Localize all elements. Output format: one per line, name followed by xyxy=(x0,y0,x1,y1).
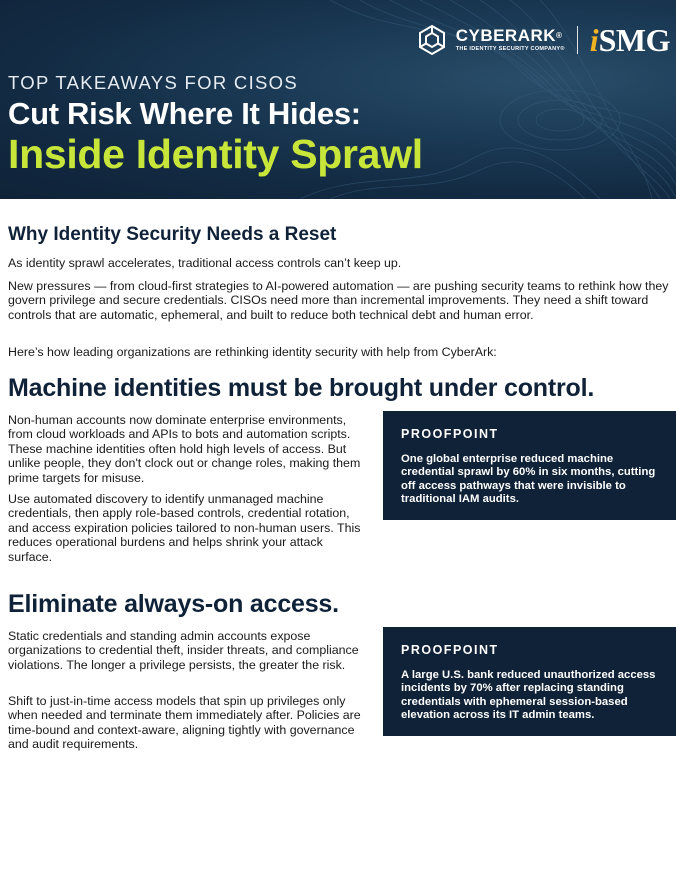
section1-heading: Machine identities must be brought under control. xyxy=(8,374,595,402)
hero-banner xyxy=(0,0,676,199)
section2-paragraph-2: Shift to just-in-time access models that spin up privileges only when needed and terminate them immediately after. Policies are time-bound and context-aware, aligning tightly with governance and audit requirements. xyxy=(8,694,361,752)
section2-paragraph-1: Static credentials and standing admin accounts expose organizations to credential theft, insider threats, and compliance violations. The longer a privilege persists, the greater the risk. xyxy=(8,629,359,672)
intro-paragraph-1: As identity sprawl accelerates, traditional access controls can’t keep up. xyxy=(8,256,402,270)
proofpoint-label: PROOFPOINT xyxy=(401,427,499,441)
cyberark-wordmark: CYBERARK xyxy=(455,26,557,45)
proofpoint-text: A large U.S. bank reduced unauthorized access incidents by 70% after replacing standing credentials with ephemeral session-based elevation across its IT admin teams. xyxy=(401,669,656,721)
ismg-logo xyxy=(590,22,670,59)
cyberark-hexagon-icon xyxy=(416,24,448,56)
ismg-smg: SMG xyxy=(598,21,670,58)
cyberark-logo xyxy=(416,24,565,56)
title-line-1: Cut Risk Where It Hides: xyxy=(8,96,361,131)
proofpoint-text: One global enterprise reduced machine credential sprawl by 60% in six months, cutting off access pathways that were invisible to traditional IAM audits. xyxy=(401,453,656,505)
partner-logos xyxy=(416,20,670,60)
registered-mark: ® xyxy=(556,31,563,40)
intro-heading: Why Identity Security Needs a Reset xyxy=(8,224,337,245)
section2-heading: Eliminate always-on access. xyxy=(8,590,339,618)
title-line-2: Inside Identity Sprawl xyxy=(8,131,423,177)
intro-paragraph-3: Here’s how leading organizations are rethinking identity security with help from CyberArk: xyxy=(8,345,497,359)
section1-paragraph-1: Non-human accounts now dominate enterprise environments, from cloud workloads and APIs to bots and automation scripts. These machine identities often hold high levels of access. But unlike people, they don't clock out or change roles, making them prime targets for misuse. xyxy=(8,413,361,485)
section1-paragraph-2: Use automated discovery to identify unmanaged machine credentials, then apply role-based controls, credential rotation, and access expiration policies tailored to non-human users. This reduces operational burdens and helps shrink your attack surface. xyxy=(8,492,361,564)
intro-paragraph-2: New pressures — from cloud-first strategies to AI-powered automation — are pushing security teams to rethink how they govern privilege and secure credentials. CISOs need more than incremental improvements. They need a shift toward controls that are automatic, ephemeral, and built to reduce both technical debt and human error. xyxy=(8,279,669,322)
proofpoint-box-2 xyxy=(383,627,676,736)
ismg-i: i xyxy=(589,21,599,58)
logo-divider xyxy=(577,26,578,54)
eyebrow-label: TOP TAKEAWAYS FOR CISOS xyxy=(8,72,298,93)
proofpoint-label: PROOFPOINT xyxy=(401,643,499,657)
proofpoint-box-1 xyxy=(383,411,676,520)
cyberark-tagline: THE IDENTITY SECURITY COMPANY® xyxy=(455,46,565,52)
